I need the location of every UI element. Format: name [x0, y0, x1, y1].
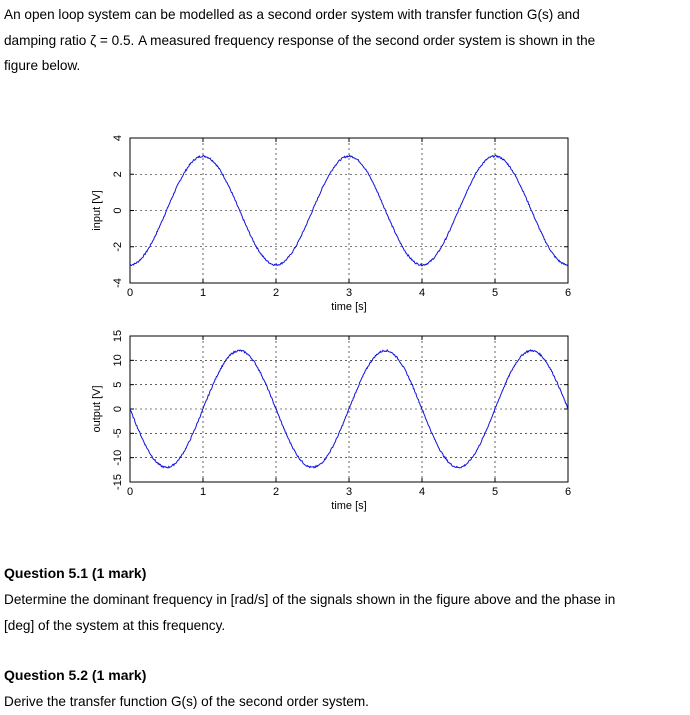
plot-2-y-tick-label: 5	[112, 381, 124, 388]
plot-1-y-axis-label: input [V]	[91, 190, 103, 231]
intro-line-2: damping ratio ζ = 0.5. A measured frequency response of the second order system is shown in the	[4, 32, 596, 48]
plot-2-y-tick-label: 0	[112, 405, 124, 413]
plot-2-x-tick-label: 6	[564, 486, 572, 498]
plot-1-y-tick-label: -4	[112, 278, 124, 288]
plot-1-x-tick-label: 3	[345, 287, 353, 299]
plot-1-x-tick-label: 1	[199, 287, 207, 299]
plot-2-x-tick-label: 5	[491, 486, 499, 498]
plot-2-y-tick-label: -5	[112, 428, 124, 439]
plot-2-y-tick-label: -15	[112, 474, 124, 490]
plot-2-x-tick-label: 1	[199, 486, 207, 498]
question-5-2-heading: Question 5.2 (1 mark)	[4, 667, 147, 683]
intro-line-1: An open loop system can be modelled as a second order system with transfer function G(s) and	[4, 7, 580, 22]
plot-1-y-tick-label: 0	[112, 207, 124, 214]
plot-2-x-tick-label: 0	[126, 486, 134, 498]
plot-2-x-tick-label: 3	[345, 486, 353, 498]
plot-2-y-tick-label: 15	[112, 329, 124, 343]
plot-1-x-tick-label: 5	[491, 287, 499, 299]
plot-1-x-tick-label: 0	[126, 287, 134, 299]
plot-1-y-tick-label: 2	[112, 171, 124, 178]
question-5-1-heading: Question 5.1 (1 mark)	[4, 565, 147, 581]
plot-1-y-tick-label: -2	[112, 241, 124, 252]
plot-2-x-tick-label: 2	[272, 486, 280, 498]
question-5-2-text	[4, 689, 686, 715]
plot-2-y-axis-label: output [V]	[91, 385, 103, 433]
plot-1-x-tick-label: 4	[418, 287, 426, 299]
question-5-1-line-1: Determine the dominant frequency in [rad/s] of the signals shown in the figure above and the phase in	[4, 592, 616, 607]
question-5-1-line-2: [deg] of the system at this frequency.	[4, 617, 226, 633]
question-5-2-line-1: Derive the transfer function G(s) of the second order system.	[4, 694, 369, 709]
plot-2-y-tick-label: 10	[112, 354, 124, 367]
plot-1-x-axis-label: time [s]	[331, 301, 367, 313]
plot-1-x-tick-label: 6	[564, 287, 572, 299]
intro-line-3: figure below.	[4, 58, 81, 73]
plot-1-x-tick-label: 2	[272, 287, 280, 299]
question-5-1-text	[4, 587, 686, 638]
plot-2-x-tick-label: 4	[418, 486, 426, 498]
plot-2-y-tick-label: -10	[112, 449, 124, 466]
plot-1-y-tick-label: 4	[112, 134, 124, 142]
plot-2-x-axis-label: time [s]	[331, 500, 367, 512]
